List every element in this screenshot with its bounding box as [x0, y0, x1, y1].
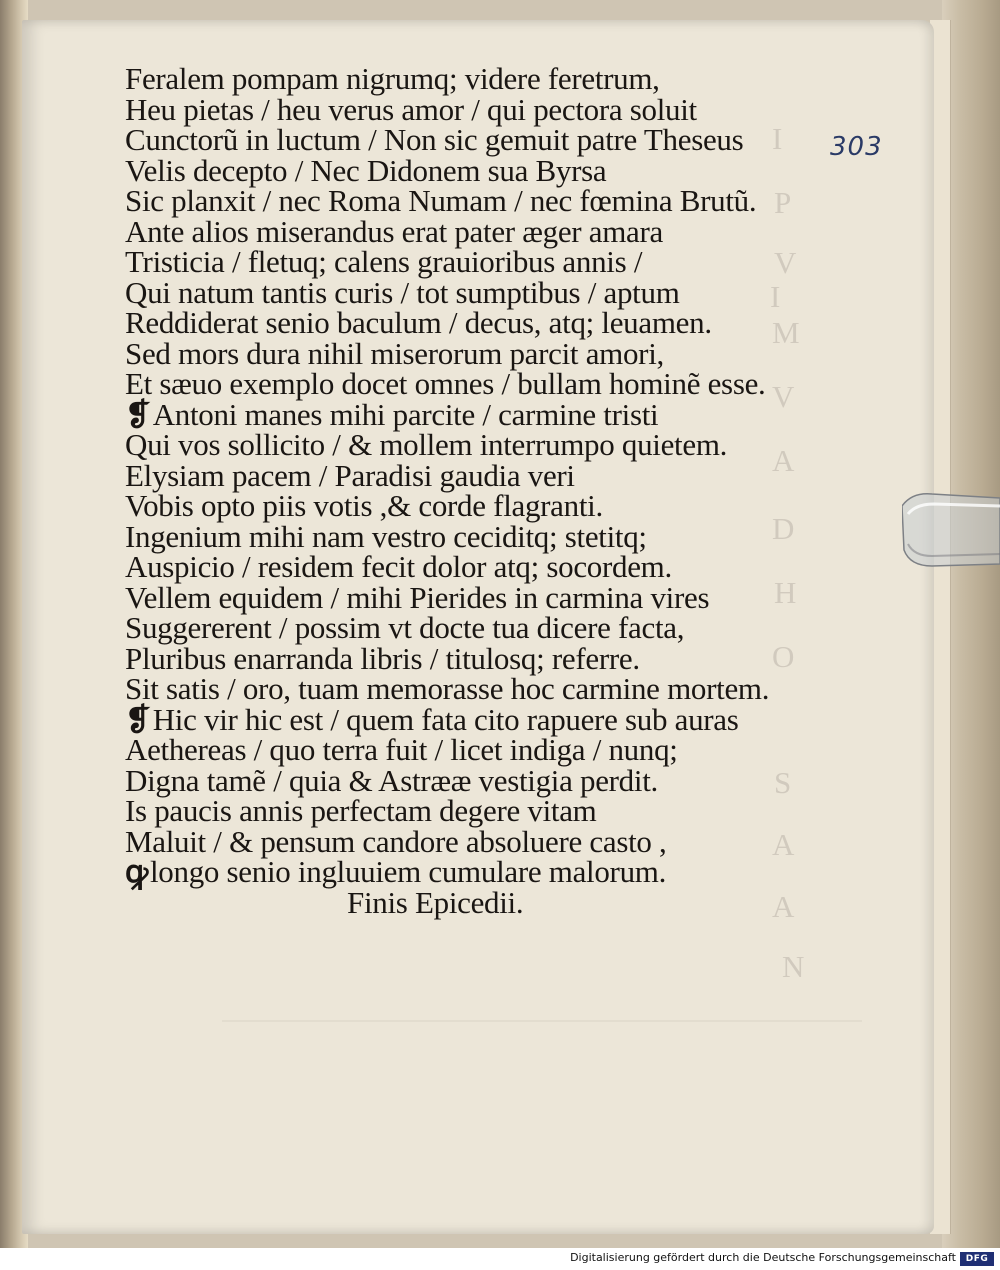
pilcrow-icon: ❡ — [125, 701, 151, 737]
text-line: Reddiderat senio baculum / decus, atq; leuamen. — [125, 305, 712, 340]
text-line: Antoni manes mihi parcite / carmine tristi — [152, 396, 659, 432]
text-line: Heu pietas / heu verus amor / qui pectora soluit — [125, 91, 697, 127]
pilcrow-icon: ❡ — [125, 396, 151, 432]
show-through-mark: M — [772, 315, 800, 350]
text-line: Elysiam pacem / Paradisi gaudia veri — [125, 457, 575, 493]
show-through-mark: A — [772, 443, 795, 478]
show-through-mark: V — [774, 245, 797, 280]
text-line: Maluit / & pensum candore absoluere casto , — [125, 823, 667, 859]
show-through-mark: O — [772, 639, 795, 674]
text-line: Sit satis / oro, tuam memorasse hoc carmine mortem. — [125, 671, 770, 706]
text-line: Auspicio / residem fecit dolor atq; socordem. — [125, 549, 672, 584]
text-line: Velis decepto / Nec Didonem sua Byrsa — [125, 152, 607, 188]
text-line: longo senio ingluuiem cumulare malorum. — [149, 854, 667, 889]
folio-number-annotation: 303 — [830, 132, 883, 162]
show-through-mark: D — [772, 511, 795, 546]
text-line: Qui natum tantis curis / tot sumptibus / aptum — [125, 274, 680, 310]
text-line: Et sæuo exemplo docet omnes / bullam hominẽ esse. — [125, 366, 766, 401]
funding-credit: Digitalisierung gefördert durch die Deutsche Forschungsgemeinschaft — [570, 1251, 956, 1264]
text-line: Vellem equidem / mihi Pierides in carmina vires — [125, 579, 710, 615]
show-through-mark: P — [774, 185, 792, 220]
text-line: Ingenium mihi nam vestro ceciditq; stetitq; — [125, 518, 647, 554]
text-line: Feralem pompam nigrumq; videre feretrum, — [125, 61, 660, 96]
text-line: Vobis opto piis votis ,& corde flagranti. — [125, 488, 603, 523]
show-through-mark: A — [772, 889, 795, 924]
show-through-mark: I — [770, 279, 781, 314]
text-line: Ante alios miserandus erat pater æger amara — [125, 213, 663, 249]
q-ligature-icon: ꝙ — [125, 854, 148, 889]
text-line: Pluribus enarranda libris / titulosq; referre. — [125, 640, 640, 676]
poem-text — [125, 61, 805, 920]
text-line: Hic vir hic est / quem fata cito rapuere sub auras — [152, 701, 739, 737]
text-line-with-pilcrow — [125, 396, 805, 432]
text-line: Tristicia / fletuq; calens grauioribus annis / — [125, 244, 643, 279]
show-through-mark: N — [782, 949, 805, 984]
show-through-mark: I — [772, 121, 783, 156]
show-through-mark: V — [772, 379, 795, 414]
show-through-mark: A — [772, 827, 795, 862]
show-through-mark: H — [774, 575, 797, 610]
show-through-mark: S — [774, 765, 792, 800]
text-line: Sed mors dura nihil miserorum parcit amori, — [125, 335, 664, 371]
book-page — [22, 20, 934, 1234]
text-line: Qui vos sollicito / & mollem interrumpo quietem. — [125, 427, 728, 462]
text-line: Aethereas / quo terra fuit / licet indiga / nunq; — [125, 732, 678, 767]
page-clip — [902, 484, 1000, 578]
page-edge — [944, 20, 951, 1234]
text-line: Sic planxit / nec Roma Numam / nec fœmina Brutũ. — [125, 183, 757, 218]
finis-line: Finis Epicedii. — [347, 884, 524, 920]
text-line: Suggererent / possim vt docte tua dicere facta, — [125, 610, 685, 645]
text-line: Is paucis annis perfectam degere vitam — [125, 793, 597, 828]
text-line-with-ligature — [125, 854, 805, 889]
text-line: Cunctorũ in luctum / Non sic gemuit patre Theseus — [125, 122, 744, 157]
show-through-area — [222, 1020, 862, 1132]
digitization-footer — [0, 1248, 1000, 1270]
dfg-logo: DFG — [960, 1252, 994, 1266]
text-line-with-pilcrow — [125, 701, 805, 737]
text-line: Digna tamẽ / quia & Astrææ vestigia perdit. — [125, 762, 658, 798]
